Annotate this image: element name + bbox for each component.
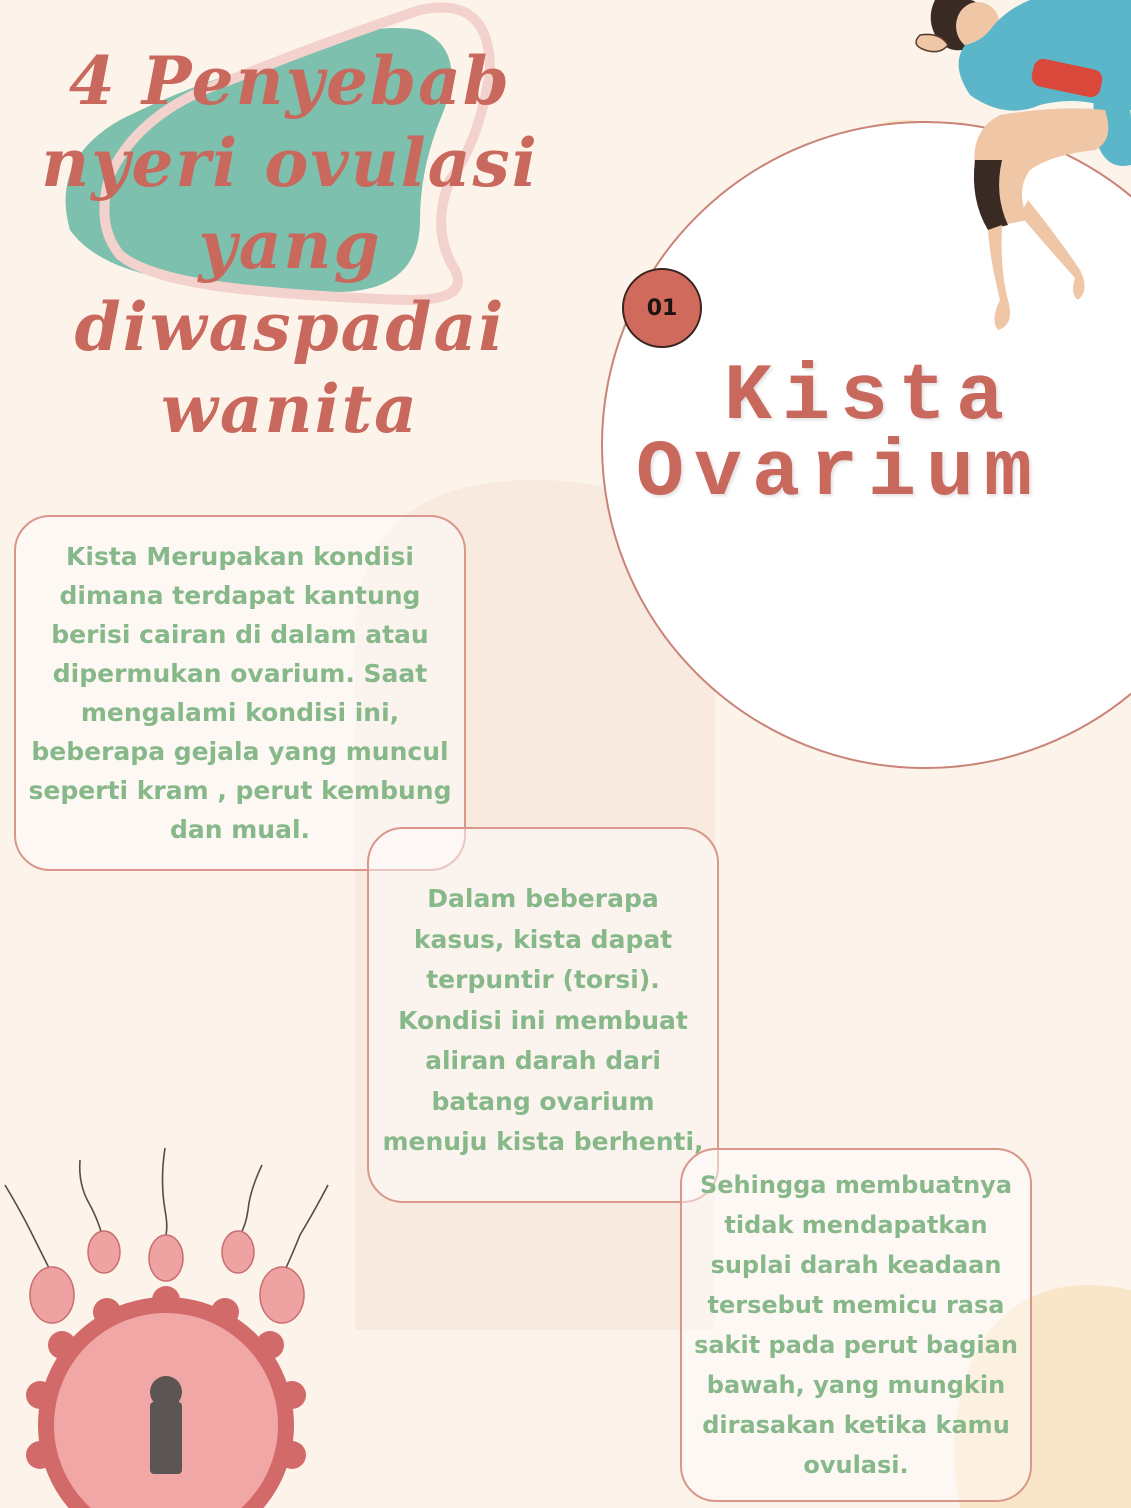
heading-line-1: Kista	[724, 352, 1015, 443]
info-card-1-text: Kista Merupakan kondisi dimana terdapat kantung berisi cairan di dalam atau dipermukan ovarium. Saat mengalami kondisi ini, beberapa gejala yang muncul seperti kram , perut kembung dan mual.	[28, 542, 452, 844]
info-card-1	[14, 515, 466, 871]
info-card-2	[367, 827, 719, 1203]
info-card-2-text: Dalam beberapa kasus, kista dapat terpuntir (torsi). Kondisi ini membuat aliran darah dari batang ovarium menuju kista berhenti,	[382, 884, 704, 1156]
section-heading	[636, 352, 1131, 519]
heading-line-2: Ovarium	[636, 428, 1043, 519]
number-badge: 01	[622, 268, 702, 348]
page-title: 4 Penyebab nyeri ovulasi yang diwaspadai wanita	[41, 42, 539, 448]
info-card-3-text: Sehingga membuatnya tidak mendapatkan suplai darah keadaan tersebut memicu rasa sakit pada perut bagian bawah, yang mungkin dirasakan ketika kamu ovulasi.	[694, 1171, 1018, 1479]
info-card-3	[680, 1148, 1032, 1502]
woman-cramp-illustration	[910, 0, 1131, 340]
sperm-egg-illustration	[0, 1140, 340, 1508]
